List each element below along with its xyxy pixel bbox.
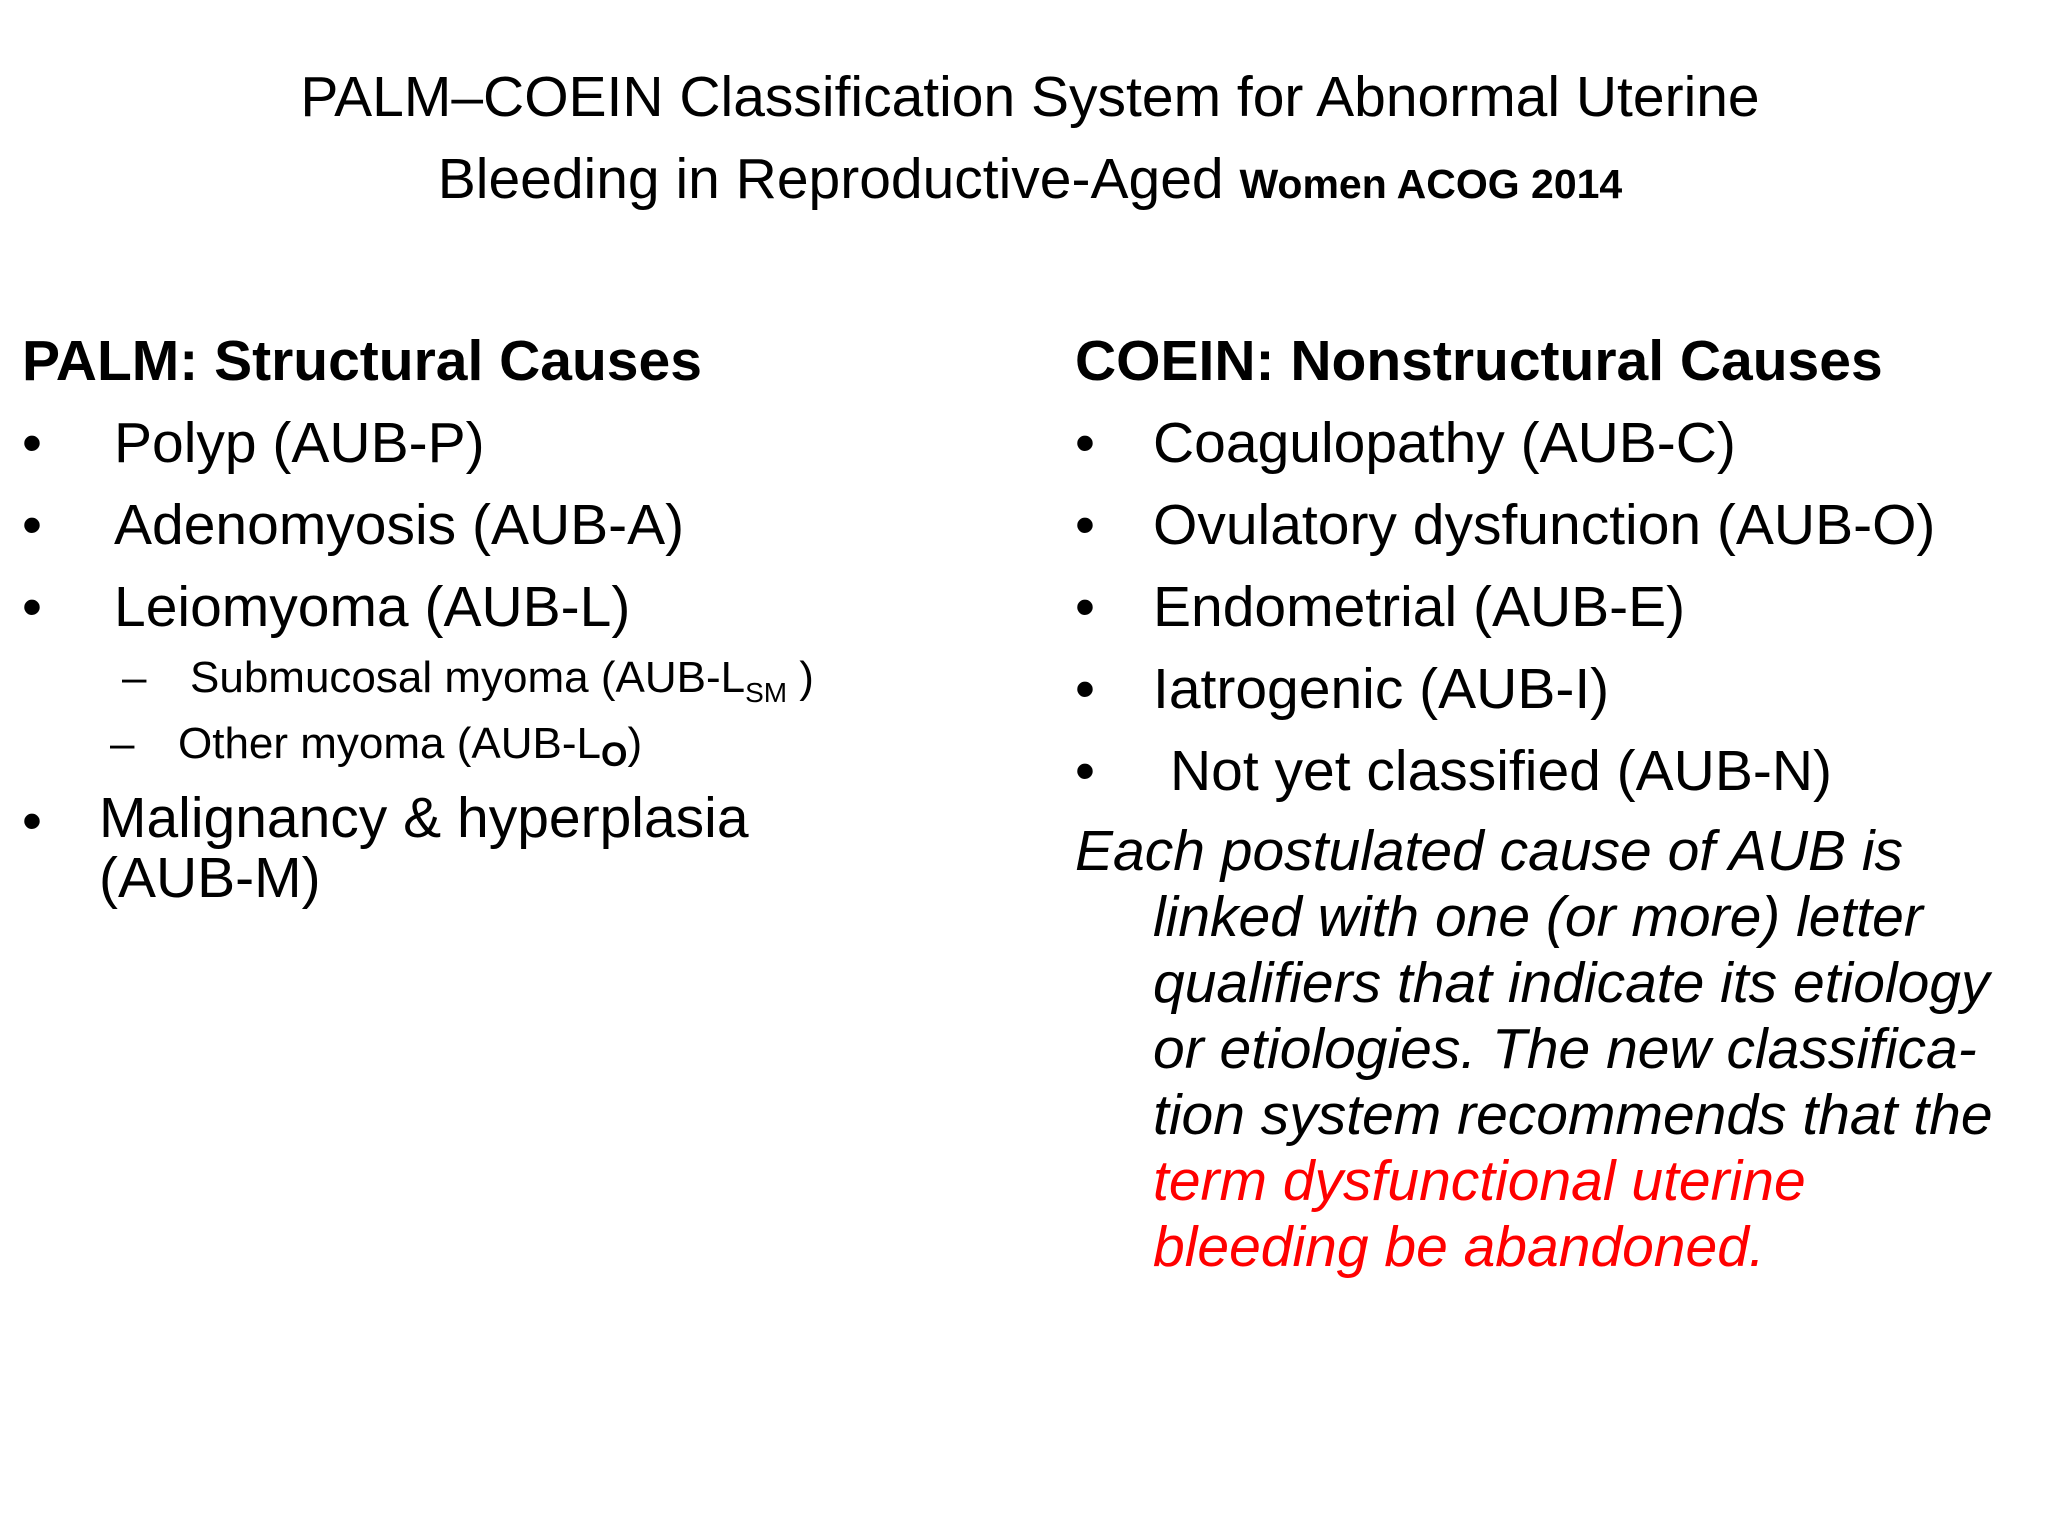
bullet-icon: •	[22, 493, 42, 557]
bullet-icon: •	[22, 411, 42, 475]
bullet-icon: •	[1075, 411, 1095, 475]
list-item-text: Adenomyosis (AUB-A)	[114, 493, 685, 557]
list-item	[1075, 566, 2035, 648]
list-item	[1075, 730, 2035, 812]
dash-icon: –	[122, 653, 147, 702]
dash-icon: –	[110, 719, 135, 768]
list-item-text: Coagulopathy (AUB-C)	[1153, 411, 1736, 475]
title-line-2-source: Women ACOG 2014	[1239, 161, 1623, 207]
list-item	[1075, 402, 2035, 484]
aub-note	[1075, 818, 2035, 1280]
list-item	[22, 484, 1022, 566]
sub-item-close: )	[627, 719, 643, 768]
bullet-icon: •	[22, 789, 42, 853]
sub-item-main: Submucosal myoma (AUB-L	[190, 653, 746, 702]
sub-list-item	[22, 648, 1022, 714]
bullet-icon: •	[22, 575, 42, 639]
list-item	[1075, 648, 2035, 730]
list-item	[22, 402, 1022, 484]
sub-list-item-text	[10, 714, 1022, 774]
note-highlight: term dysfunctional uterine bleeding be abandoned.	[1153, 1149, 1806, 1279]
note-text: Each postulated cause of AUB is linked with one (or more) letter qualifiers that indicate its etiology or etiologies. The new classifica- tion system recommends that the	[1075, 819, 1993, 1147]
sub-item-main: Other myoma (AUB-L	[178, 719, 601, 768]
bullet-icon: •	[1075, 575, 1095, 639]
list-item-text: Malignancy & hyperplasia (AUB-M)	[99, 786, 749, 910]
sub-item-close: )	[787, 653, 814, 702]
title-line-2	[160, 138, 1900, 225]
list-item	[1075, 484, 2035, 566]
coein-column	[1075, 320, 2035, 1280]
bullet-icon: •	[1075, 739, 1095, 803]
list-item	[22, 566, 1022, 648]
coein-heading: COEIN: Nonstructural Causes	[1075, 329, 1883, 393]
palm-heading: PALM: Structural Causes	[22, 329, 702, 393]
sub-item-subscript: SM	[745, 677, 788, 708]
bullet-icon: •	[1075, 493, 1095, 557]
list-item-text: Ovulatory dysfunction (AUB-O)	[1153, 493, 1936, 557]
slide-title	[160, 56, 1900, 225]
list-item-text: Leiomyoma (AUB-L)	[114, 575, 631, 639]
list-item-text: Endometrial (AUB-E)	[1153, 575, 1686, 639]
title-line-1: PALM–COEIN Classification System for Abnormal Uterine	[300, 65, 1760, 129]
list-item-text: Not yet classified (AUB-N)	[1170, 739, 1832, 803]
bullet-icon: •	[1075, 657, 1095, 721]
sub-list-item	[10, 714, 1022, 780]
list-item	[22, 780, 822, 916]
list-item-text: Polyp (AUB-P)	[114, 411, 485, 475]
palm-column	[22, 320, 1022, 916]
sub-list-item-text	[22, 648, 1022, 708]
title-line-2-main: Bleeding in Reproductive-Aged	[437, 147, 1224, 211]
sub-item-subscript: O	[600, 736, 628, 774]
list-item-text: Iatrogenic (AUB-I)	[1153, 657, 1610, 721]
